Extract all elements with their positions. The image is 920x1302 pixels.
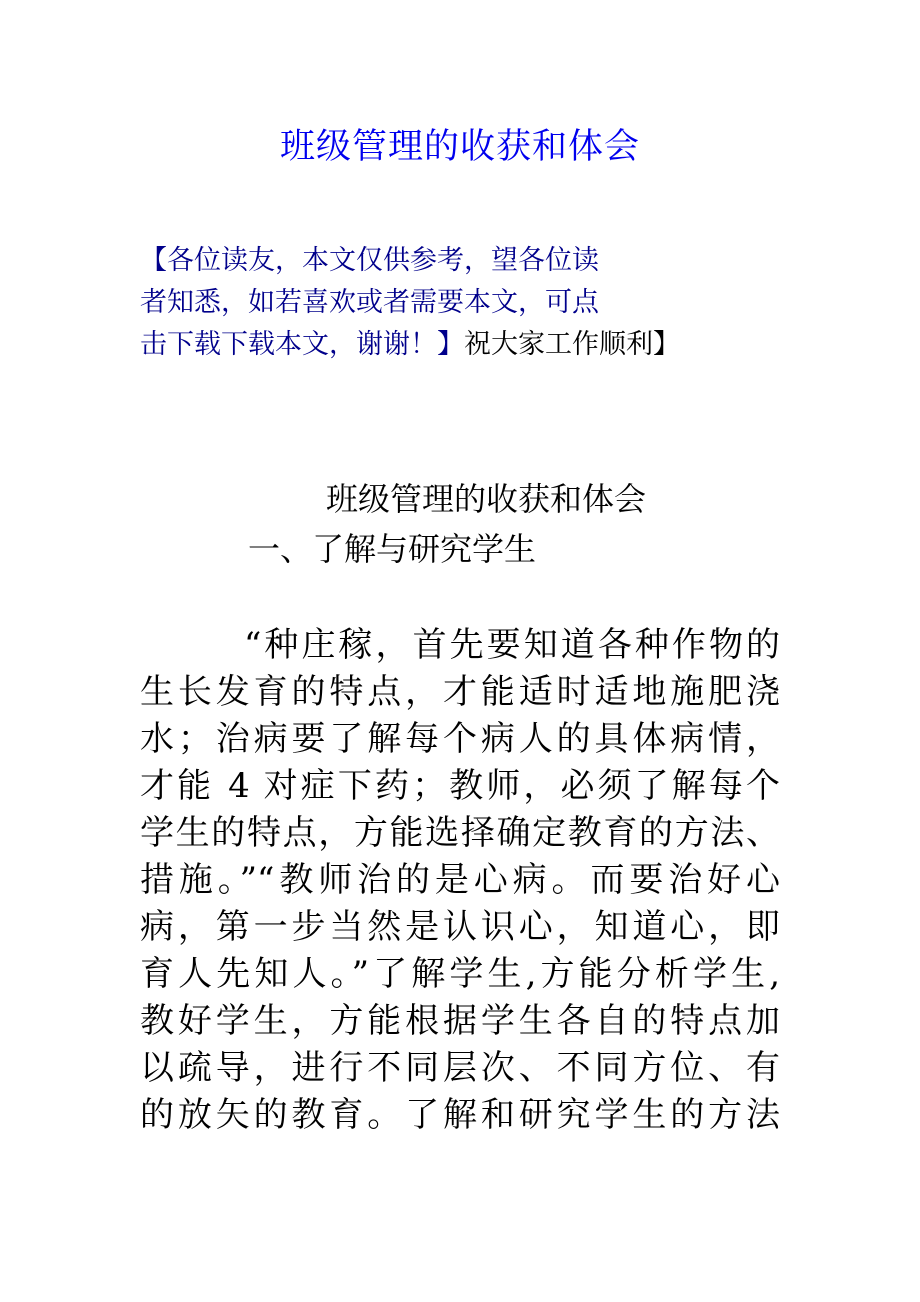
notice-line-3-wish: 祝大家工作顺利】	[464, 329, 680, 360]
body-line: 以疏导，进行不同层次、不同方位、有	[140, 1048, 780, 1088]
body-line: 教好学生，方能根据学生各自的特点加	[140, 1001, 780, 1041]
notice-line-2: 者知悉，如若喜欢或者需要本文，可点	[140, 287, 599, 318]
body-line: 水；治病要了解每个病人的具体病情，	[140, 719, 780, 759]
article-subtitle: 班级管理的收获和体会	[326, 480, 647, 518]
document-title: 班级管理的收获和体会	[279, 127, 640, 167]
body-line: 学生的特点，方能选择确定教育的方法、	[140, 813, 780, 853]
body-line: 生长发育的特点，才能适时适地施肥浇	[140, 672, 780, 712]
body-paragraph	[140, 622, 780, 1139]
notice-line-3-download: 击下载下载本文，谢谢！】	[140, 329, 464, 360]
notice-line-3	[140, 324, 740, 366]
body-line: 措施。”“教师治的是心病。而要治好心	[140, 860, 780, 900]
body-line: 育人先知人。”了解学生,方能分析学生,	[140, 954, 780, 994]
body-line: 才能 4 对症下药；教师，必须了解每个	[140, 766, 780, 806]
section-heading: 一、了解与研究学生	[248, 530, 537, 568]
body-line: 病，第一步当然是认识心，知道心，即	[140, 907, 780, 947]
body-line: 的放矢的教育。了解和研究学生的方法	[140, 1095, 780, 1135]
body-line: “种庄稼，首先要知道各种作物的	[244, 625, 780, 665]
reader-notice	[140, 240, 740, 366]
notice-line-1: 【各位读友，本文仅供参考，望各位读	[140, 245, 599, 276]
